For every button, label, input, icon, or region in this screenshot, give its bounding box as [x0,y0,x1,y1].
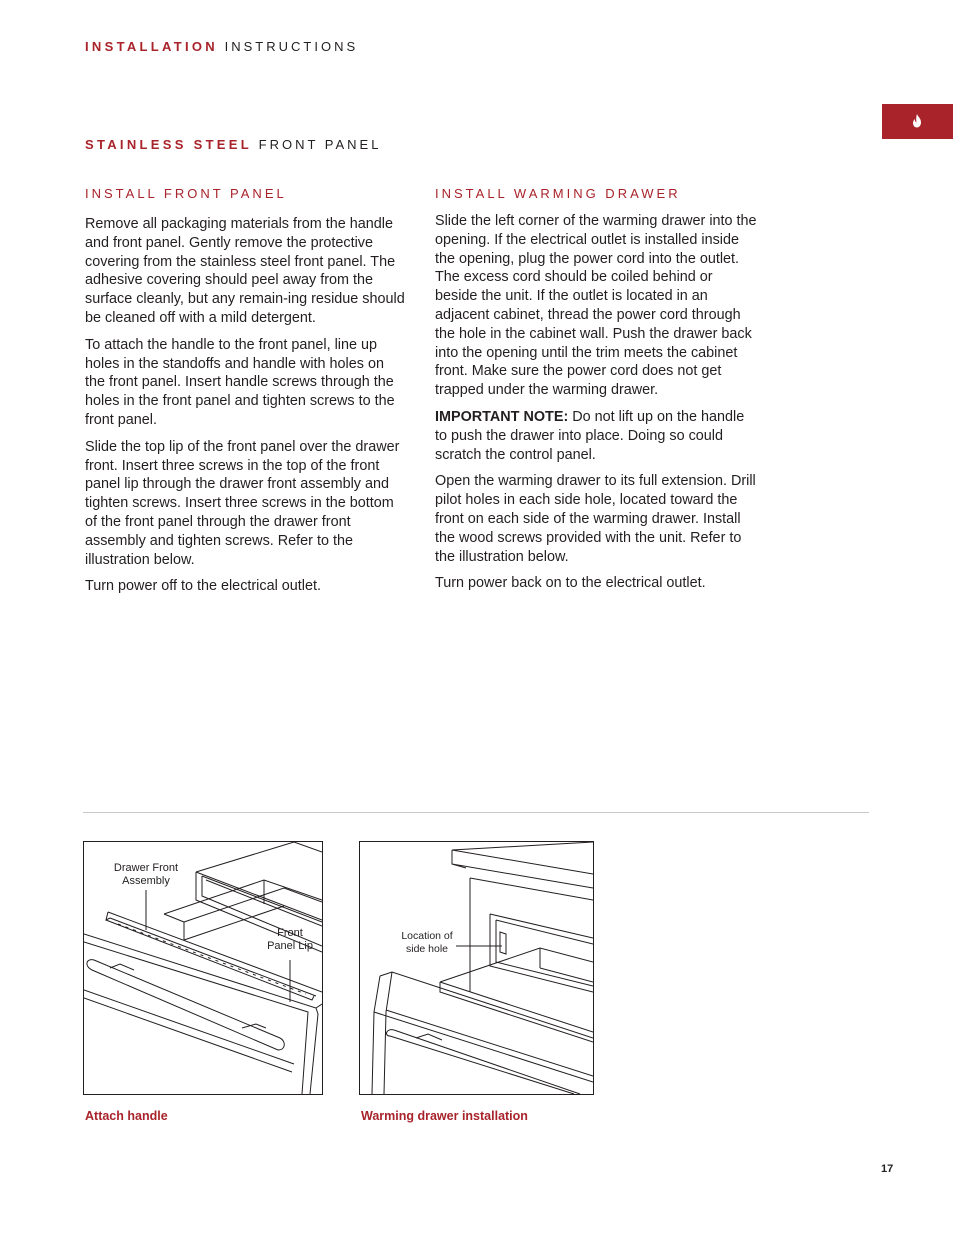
running-header [85,39,358,54]
section-title [85,137,381,152]
section-tab [882,104,953,139]
right-paragraph-1: Slide the left corner of the warming drawer into the opening. If the electrical outlet is installed inside the opening, plug the power cord into the outlet. The excess cord should be coiled behind or beside the unit. If the outlet is located in an adjacent cabinet, thread the power cord through the hole in the cabinet wall. Push the drawer back into the opening until the trim meets the cabinet front. Make sure the power cord does not get trapped under the warming drawer. [435,213,757,399]
left-paragraph-2: To attach the handle to the front panel, line up holes in the standoffs and handle with holes on the front panel. Insert handle screws through the holes in the front panel and tighten screws to the front panel. [85,336,395,428]
drawer-front-assembly-label-line-2: Assembly [122,875,170,887]
important-note [435,408,757,464]
important-note-label: IMPORTANT NOTE: [435,408,569,425]
section-title-rest: FRONT PANEL [258,137,382,152]
right-paragraph-2: Open the warming drawer to its full extension. Drill pilot holes in each side hole, located toward the front on each side of the warming drawer. Install the wood screws provided with the unit. Refer to the illustration below. [435,473,756,565]
header-bold: INSTALLATION [85,39,218,54]
flame-icon [911,113,923,129]
drawer-front-assembly-label-line-1: Drawer Front [113,862,179,874]
drawer-front-assembly-label [106,862,186,888]
front-panel-lip-label-line-2: Panel Lip [267,940,313,952]
page-number: 17 [881,1163,894,1175]
section-title-bold: STAINLESS STEEL [85,137,252,152]
divider-rule [83,812,869,813]
side-hole-label [390,930,464,956]
right-paragraph-3: Turn power back on to the electrical outlet. [435,575,706,592]
attach-handle-illustration [83,841,323,1095]
warming-drawer-caption: Warming drawer installation [361,1109,528,1123]
left-column [85,186,407,604]
side-hole-label-line-2: side hole [405,943,449,955]
left-paragraph-4: Turn power off to the electrical outlet. [85,578,321,595]
front-panel-lip-label-line-1: Front [277,927,303,939]
side-hole-label-line-1: Location of [401,930,453,942]
left-paragraph-1: Remove all packaging materials from the handle and front panel. Gently remove the protective covering from the stainless steel front panel. The adhesive covering should peel away from the surface cleanly, but any remain-ing residue should be cleaned off with a mild detergent. [85,216,405,326]
warming-drawer-drawing [360,842,593,1094]
left-paragraph-3: Slide the top lip of the front panel over the drawer front. Insert three screws in the top of the front panel lip through the drawer front assembly and tighten screws. Insert three screws in the bottom of the front panel through the drawer front assembly and tighten screws. Refer to the illustration below. [85,438,400,568]
left-heading: INSTALL FRONT PANEL [85,186,287,201]
warming-drawer-installation-illustration [359,841,594,1095]
attach-handle-caption: Attach handle [85,1109,168,1123]
right-column [435,186,757,601]
front-panel-lip-label [260,927,320,953]
header-rest: INSTRUCTIONS [224,39,359,54]
important-note-text: Do not lift up on the handle to push the drawer into place. Doing so could scratch the control panel. [435,408,745,463]
right-heading: INSTALL WARMING DRAWER [435,186,681,201]
